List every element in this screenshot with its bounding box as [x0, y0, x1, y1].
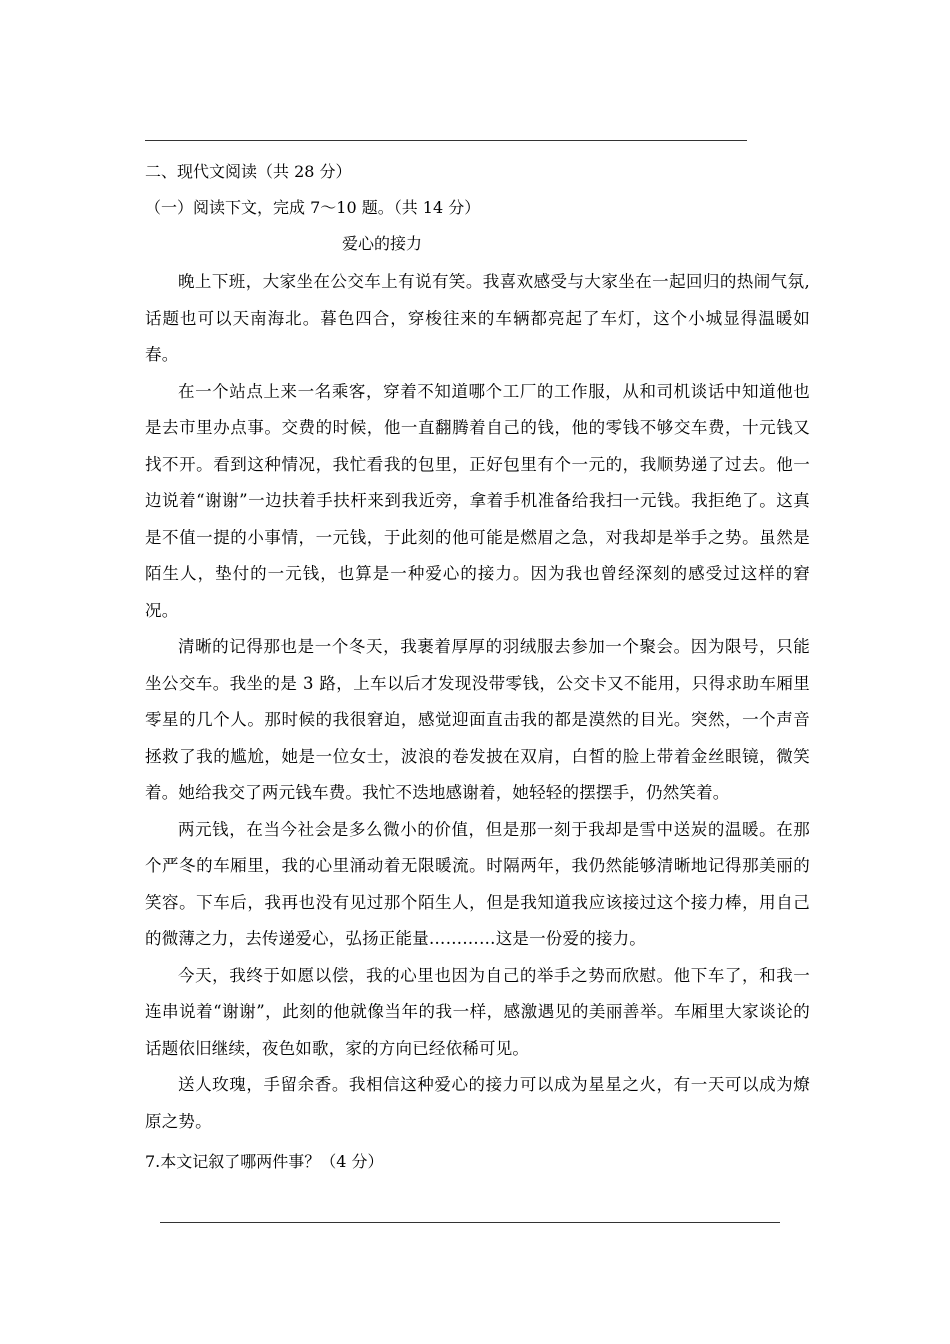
question-7: 7.本文记叙了哪两件事？（4 分） [145, 1152, 384, 1171]
article-title: 爱心的接力 [342, 234, 423, 253]
passage-instruction: （一）阅读下文，完成 7～10 题。（共 14 分） [145, 198, 481, 217]
paragraph-1: 晚上下班，大家坐在公交车上有说有笑。我喜欢感受与大家坐在一起回归的热闹气氛,话题也可以天南海北。暮色四合，穿梭往来的车辆都亮起了车灯，这个小城显得温暖如春。 [145, 272, 810, 364]
paragraph-3: 清晰的记得那也是一个冬天，我裹着厚厚的羽绒服去参加一个聚会。因为限号，只能坐公交车。我坐的是 3 路，上车以后才发现没带零钱，公交卡又不能用，只得求助车厢里零星的几个人。那时候的我很窘迫，感觉迎面直击我的都是漠然的目光。突然，一个声音拯救了我的尴尬，她是一位女士，波浪的卷发披在双肩，白皙的脸上带着金丝眼镜，微笑着。她给我交了两元钱车费。我忙不迭地感谢着，她轻轻的摆摆手，仍然笑着。 [145, 637, 810, 802]
answer-line [160, 1222, 780, 1223]
paragraph-6: 送人玫瑰，手留余香。我相信这种爱心的接力可以成为星星之火，有一天可以成为燎原之势。 [145, 1075, 810, 1131]
header-divider [145, 140, 747, 141]
article-body [145, 264, 810, 1140]
paragraph-4: 两元钱，在当今社会是多么微小的价值，但是那一刻于我却是雪中送炭的温暖。在那个严冬的车厢里，我的心里涌动着无限暖流。时隔两年，我仍然能够清晰地记得那美丽的笑容。下车后，我再也没有见过那个陌生人，但是我知道我应该接过这个接力棒，用自己的微薄之力，去传递爱心，弘扬正能量…………这是一份爱的接力。 [145, 819, 810, 948]
paragraph-5: 今天，我终于如愿以偿，我的心里也因为自己的举手之势而欣慰。他下车了，和我一连串说着“谢谢”，此刻的他就像当年的我一样，感激遇见的美丽善举。车厢里大家谈论的话题依旧继续，夜色如歌，家的方向已经依稀可见。 [145, 965, 810, 1058]
section-heading: 二、现代文阅读（共 28 分） [145, 162, 352, 181]
paragraph-2: 在一个站点上来一名乘客，穿着不知道哪个工厂的工作服，从和司机谈话中知道他也是去市里办点事。交费的时候，他一直翻腾着自己的钱，他的零钱不够交车费，十元钱又找不开。看到这种情况，我忙看我的包里，正好包里有个一元的，我顺势递了过去。他一边说着“谢谢”一边扶着手扶杆来到我近旁，拿着手机准备给我扫一元钱。我拒绝了。这真是不值一提的小事情，一元钱，于此刻的他可能是燃眉之急，对我却是举手之势。虽然是陌生人，垫付的一元钱，也算是一种爱心的接力。因为我也曾经深刻的感受过这样的窘况。 [145, 381, 810, 620]
exam-page-content [145, 156, 810, 1178]
